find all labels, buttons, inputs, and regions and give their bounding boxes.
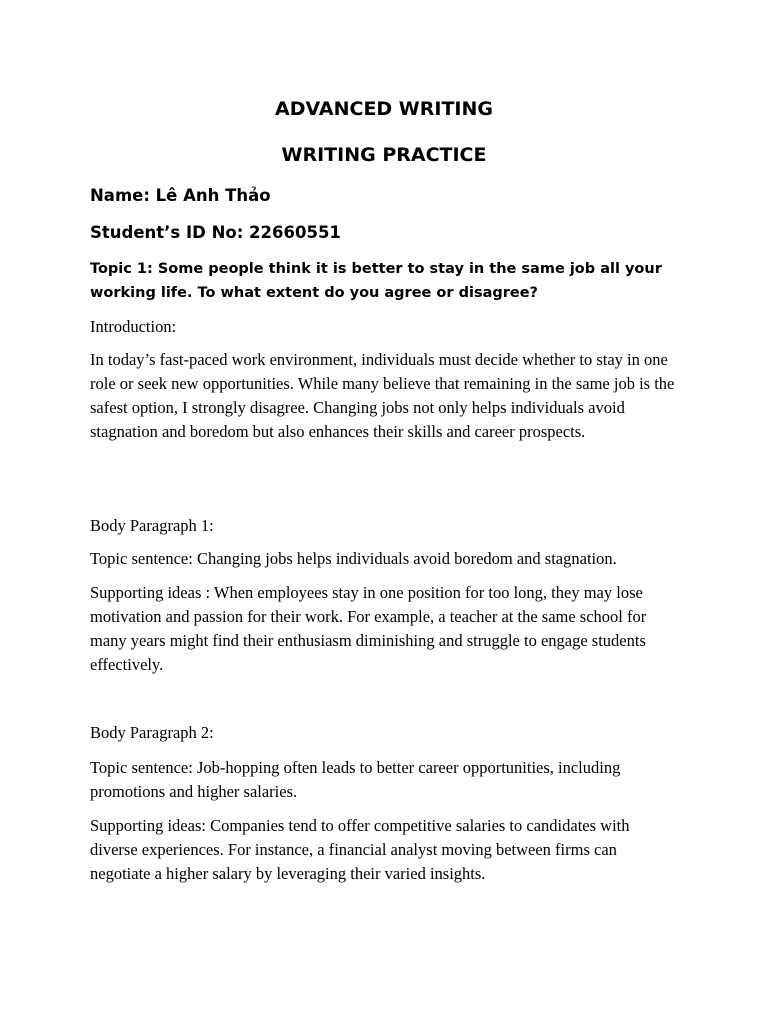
essay-topic: Topic 1: Some people think it is better to stay in the same job all your working life. To what extent do you agree or disagree? <box>90 261 662 301</box>
body-paragraph-1-topic-sentence: Topic sentence: Changing jobs helps individuals avoid boredom and stagnation. <box>90 549 617 568</box>
introduction-label: Introduction: <box>90 317 177 336</box>
body-paragraph-1-label: Body Paragraph 1: <box>90 516 214 535</box>
body-paragraph-1-supporting-ideas: Supporting ideas : When employees stay in one position for too long, they may lose motivation and passion for their work. For example, a teacher at the same school for many years might find their enthusiasm diminishing and struggle to engage students effectively. <box>90 583 647 674</box>
document-title: ADVANCED WRITING <box>275 98 493 120</box>
body-paragraph-2-supporting-ideas: Supporting ideas: Companies tend to offer competitive salaries to candidates with diverse experiences. For instance, a financial analyst moving between firms can negotiate a higher salary by leveraging their varied insights. <box>90 816 630 883</box>
student-id: Student’s ID No: 22660551 <box>90 223 341 242</box>
student-name: Name: Lê Anh Thảo <box>90 186 271 205</box>
document-subtitle: WRITING PRACTICE <box>281 144 487 166</box>
body-paragraph-2-label: Body Paragraph 2: <box>90 723 214 742</box>
body-paragraph-2-topic-sentence: Topic sentence: Job-hopping often leads to better career opportunities, including promotions and higher salaries. <box>90 758 621 801</box>
introduction-paragraph: In today’s fast-paced work environment, individuals must decide whether to stay in one role or seek new opportunities. While many believe that remaining in the same job is the safest option, I strongly disagree. Changing jobs not only helps individuals avoid stagnation and boredom but also enhances their skills and career prospects. <box>90 350 675 441</box>
